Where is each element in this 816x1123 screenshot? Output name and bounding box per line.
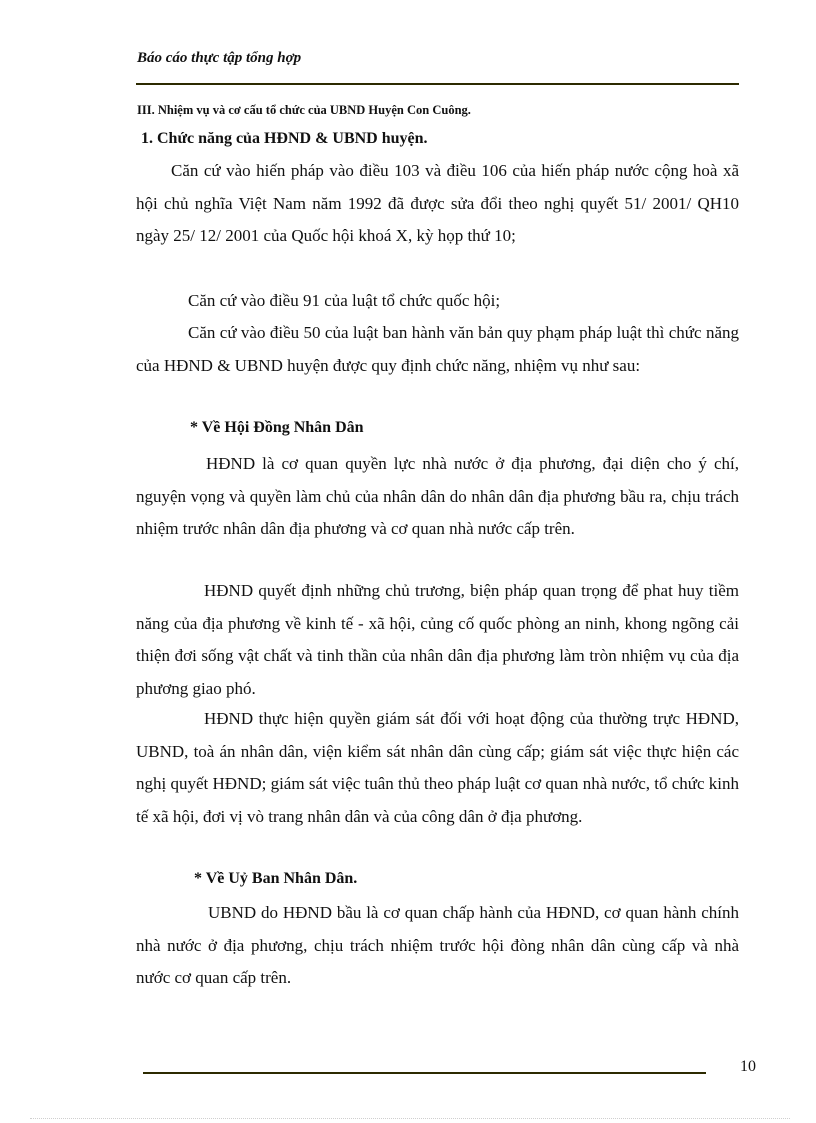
- running-header: Báo cáo thực tập tổng hợp: [137, 50, 302, 66]
- paragraph-committee-definition: UBND do HĐND bầu là cơ quan chấp hành của HĐND, cơ quan hành chính nhà nước ở địa phương, chịu trách nhiệm trước hội đòng nhân dân cùng cấp và nhà nước cơ quan cấp trên.: [136, 903, 739, 987]
- footer-rule: [143, 1072, 706, 1074]
- paragraph-constitution: Căn cứ vào hiến pháp vào điều 103 và điều 106 của hiến pháp nước cộng hoà xã hội chủ nghĩa Việt Nam năm 1992 đã được sửa đổi theo nghị quyết 51/ 2001/ QH10 ngày 25/ 12/ 2001 của Quốc hội khoá X, kỳ họp thứ 10;: [136, 161, 739, 245]
- header-rule: [136, 83, 739, 85]
- bullet-people-council: * Về Hội Đồng Nhân Dân: [190, 419, 364, 436]
- paragraph-council-definition: HĐND là cơ quan quyền lực nhà nước ở địa phương, đại diện cho ý chí, nguyện vọng và quyền làm chủ của nhân dân do nhân dân địa phương bầu ra, chịu trách nhiệm trước nhân dân địa phương và cơ quan nhà nước cấp trên.: [136, 454, 739, 538]
- paragraph-council-supervision: HĐND thực hiện quyền giám sát đối với hoạt động của thường trực HĐND, UBND, toà án nhân dân, viện kiểm sát nhân dân cùng cấp; giám sát việc thực hiện các nghị quyết HĐND; giám sát việc tuân thủ theo pháp luật cơ quan nhà nước, tổ chức kinh tế xã hội, đơi vị vò trang nhân dân và của công dân ở địa phương.: [136, 709, 739, 826]
- paragraph-law-legal-documents: Căn cứ vào điều 50 của luật ban hành văn bản quy phạm pháp luật thì chức năng của HĐND & UBND huyện được quy định chức năng, nhiệm vụ như sau:: [136, 323, 739, 375]
- paragraph-law-organization: Căn cứ vào điều 91 của luật tổ chức quốc hội;: [188, 291, 501, 310]
- sub-heading: 1. Chức năng của HĐND & UBND huyện.: [141, 130, 428, 147]
- page-bottom-divider: [30, 1118, 790, 1119]
- paragraph-council-decisions: HĐND quyết định những chủ trương, biện pháp quan trọng để phat huy tiềm năng của địa phương về kinh tế - xã hội, củng cố quốc phòng an ninh, khong ngõng cải thiện đơi sống vật chất và tinh thần của nhân dân địa phương làm tròn nhiệm vụ của địa phương giao phó.: [136, 581, 739, 698]
- bullet-people-committee: * Về Uỷ Ban Nhân Dân.: [194, 870, 358, 887]
- page-number: 10: [740, 1058, 756, 1075]
- section-heading: III. Nhiệm vụ và cơ cấu tổ chức của UBND Huyện Con Cuông.: [137, 103, 471, 117]
